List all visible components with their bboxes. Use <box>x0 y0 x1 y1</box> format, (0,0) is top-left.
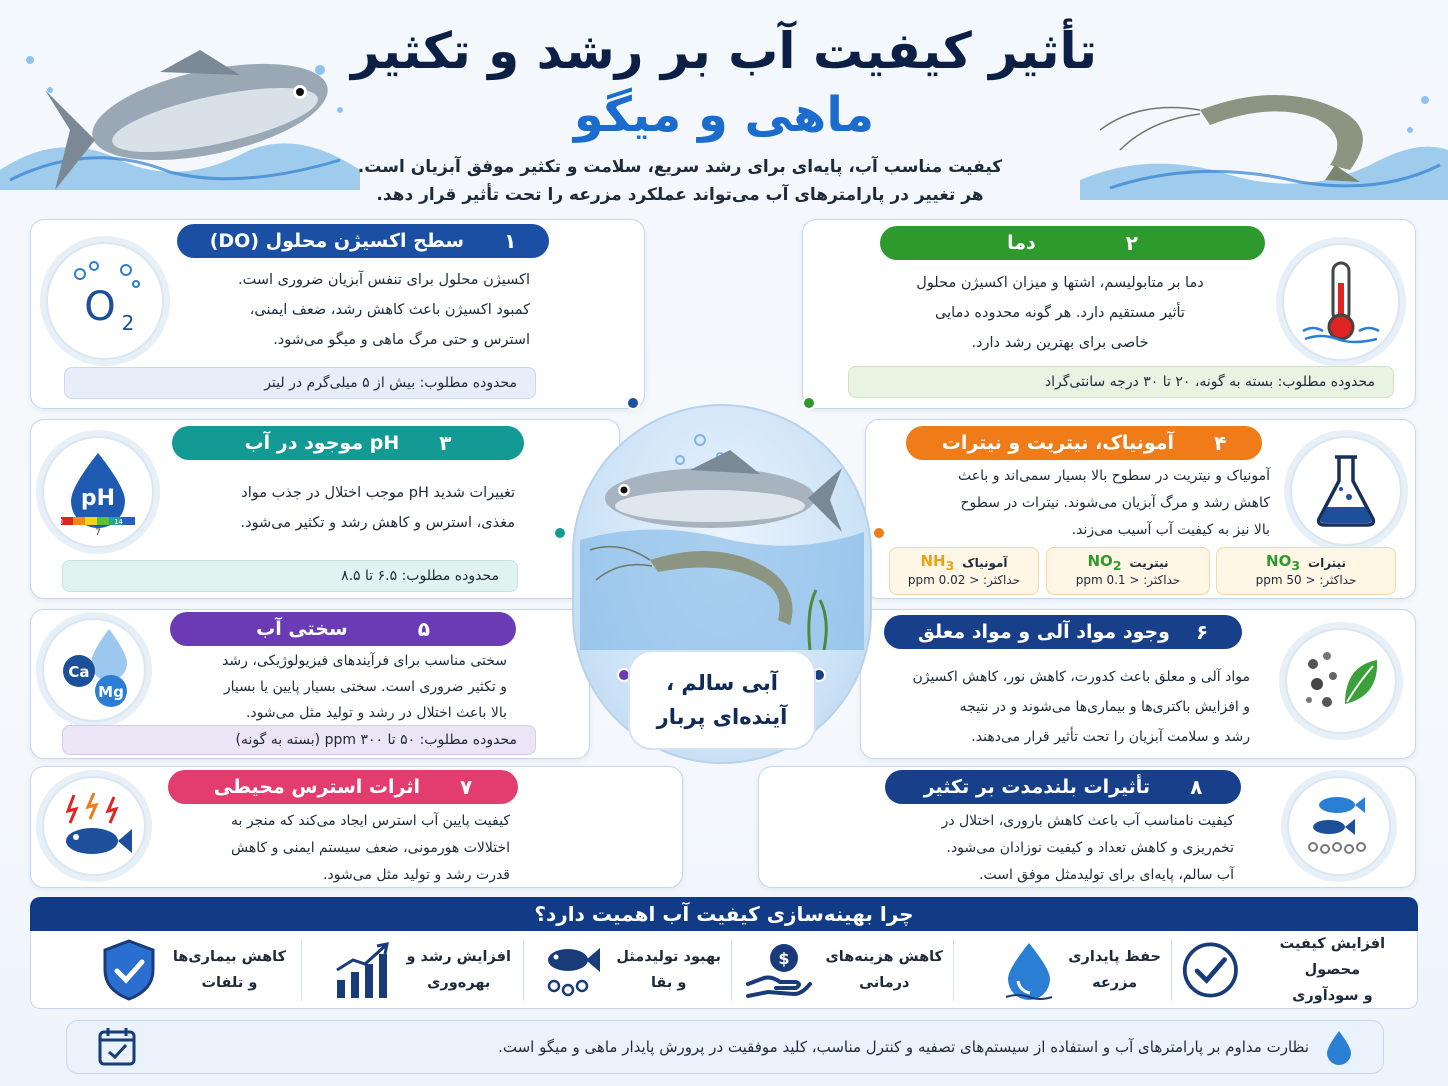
card-4-line-1: آمونیاک و نیتریت در سطوح بالا بسیار سمی‌اند و باعث <box>958 468 1270 484</box>
benefit-4-line-2: بهره‌وری <box>427 975 491 991</box>
card-6-line-1: مواد آلی و معلق باعث کدورت، کاهش نور، کاهش اکسیژن <box>912 669 1250 685</box>
card-1-number: ۱ <box>504 229 517 253</box>
benefit-5-line-1: کاهش بیماری‌ها <box>172 949 286 965</box>
card-6-title: وجود مواد آلی و مواد معلق <box>917 621 1170 643</box>
card-1-range-text: محدوده مطلوب: بیش از ۵ میلی‌گرم در لیتر <box>264 375 517 391</box>
ph-symbol: pH <box>80 486 116 511</box>
card-2-line-1: دما بر متابولیسم، اشتها و میزان اکسیژن محلول <box>916 275 1204 291</box>
ca-symbol: Ca <box>68 663 90 681</box>
page-title: تأثیر کیفیت آب بر رشد و تکثیر <box>350 22 1098 80</box>
card-1-title-pill <box>177 224 549 258</box>
nitrite-formula <box>1088 552 1122 573</box>
card-5-title: سختی آب <box>256 618 348 640</box>
card-3-range-text: محدوده مطلوب: ۶.۵ تا ۸.۵ <box>341 568 499 584</box>
footer-note <box>66 1020 1384 1074</box>
benefit-farm-sustainability <box>976 931 1161 1009</box>
benefit-product-quality <box>1181 931 1411 1009</box>
card-4-body <box>900 463 1270 544</box>
nitrate-formula-base: NO <box>1266 552 1292 570</box>
fish-reproduction-icon <box>1287 776 1391 876</box>
benefit-separator <box>953 939 954 1001</box>
card-4-line-3: بالا نیز به کیفیت آب آسیب می‌زند. <box>1071 522 1270 538</box>
fish-eggs-icon <box>540 940 602 1000</box>
card-1-line-1: اکسیژن محلول برای تنفس آبزیان ضروری است. <box>237 272 530 288</box>
benefit-3-line-1: بهبود تولیدمثل <box>616 949 721 965</box>
card-5-range-text: محدوده مطلوب: ۵۰ تا ۳۰۰ ppm (بسته به گونه) <box>235 732 517 748</box>
benefit-3-text <box>616 944 721 996</box>
ph-max-label: 14 <box>114 518 123 526</box>
card-4-number: ۴ <box>1214 431 1227 455</box>
card-6-body <box>880 662 1250 752</box>
calcium-magnesium-icon <box>42 618 146 722</box>
footer-text: نظارت مداوم بر پارامترهای آب و استفاده از سیستم‌های تصفیه و کنترل مناسب، کلید موفقیت در پرورش پایدار ماهی و میگو است. <box>498 1038 1309 1056</box>
card-1-body <box>180 265 530 355</box>
card-3-line-1: تغییرات شدید pH موجب اختلال در جذب مواد <box>241 485 515 501</box>
ph-mid-label: 7 <box>95 528 101 537</box>
benefit-2-text <box>826 944 944 996</box>
water-drop-icon <box>1004 939 1054 1001</box>
card-7-number: ۷ <box>460 775 473 799</box>
card-3-number: ۳ <box>439 431 452 455</box>
ca-mg-glyph <box>49 625 139 715</box>
intro-line-2: هر تغییر در پارامترهای آب می‌تواند عملکرد مزرعه را تحت تأثیر قرار دهد. <box>376 185 984 205</box>
benefit-4-text <box>407 944 512 996</box>
benefit-1-line-2: مزرعه <box>1092 975 1138 991</box>
card-4-title: آمونیاک، نیتریت و نیترات <box>941 432 1175 454</box>
card-1-title: سطح اکسیژن محلول (DO) <box>209 230 465 252</box>
center-slogan <box>628 650 816 750</box>
intro-line-1: کیفیت مناسب آب، پایه‌ای برای رشد سریع، سلامت و تکثیر موفق آبزیان است. <box>357 157 1003 177</box>
thermometer-icon <box>1282 243 1400 361</box>
benefit-0-line-2: و سودآوری <box>1292 988 1373 1004</box>
benefit-reproduction <box>536 931 721 1009</box>
benefit-separator <box>301 939 302 1001</box>
benefit-4-line-1: افزایش رشد و <box>406 949 511 965</box>
card-7-title: اثرات استرس محیطی <box>213 776 421 798</box>
benefit-separator <box>523 939 524 1001</box>
ammonia-formula-base: NH <box>920 552 946 570</box>
stressed-fish-icon <box>42 776 146 876</box>
card-8-title: تأثیرات بلندمدت بر تکثیر <box>923 776 1151 798</box>
card-6-number: ۶ <box>1195 620 1209 644</box>
benefit-1-line-1: حفظ پایداری <box>1068 949 1161 965</box>
benefits-panel <box>30 931 1418 1009</box>
card-7-line-3: قدرت رشد و تولید مثل می‌شود. <box>323 867 510 883</box>
card-2-range-text: محدوده مطلوب: بسته به گونه، ۲۰ تا ۳۰ درجه سانتی‌گراد <box>1044 374 1375 390</box>
card-8-line-3: آب سالم، پایه‌ای برای تولیدمثل موفق است. <box>979 867 1234 883</box>
card-1-line-3: استرس و حتی مرگ ماهی و میگو می‌شود. <box>273 332 530 348</box>
benefit-growth-productivity <box>316 931 511 1009</box>
card-7-line-1: کیفیت پایین آب استرس ایجاد می‌کند که منجر به <box>230 813 510 829</box>
center-slogan-line-2: آینده‌ای پربار <box>656 705 788 729</box>
benefit-2-line-1: کاهش هزینه‌های <box>825 949 943 965</box>
card-4-line-2: کاهش رشد و مرگ آبزیان می‌شوند. نیترات در سطوح <box>960 495 1270 511</box>
nitrate-label: نیترات <box>1308 555 1346 570</box>
nitrate-formula-sub: 3 <box>1291 558 1301 573</box>
particles-leaf-glyph <box>1301 646 1381 716</box>
nitrite-box <box>1046 547 1210 595</box>
ammonia-formula <box>920 552 954 573</box>
benefit-0-line-1: افزایش کیفیت محصول <box>1279 936 1386 978</box>
page-subtitle: ماهی و میگو <box>573 87 875 143</box>
nitrite-limit: حداکثر: < 0.1 ppm <box>1075 573 1181 587</box>
card-4-title-pill <box>906 426 1262 460</box>
card-8-line-1: کیفیت نامناسب آب باعث کاهش باروری، اختلال در <box>941 813 1234 829</box>
calendar-check-icon <box>97 1026 137 1068</box>
ph-glyph <box>53 447 143 537</box>
organic-particles-icon <box>1285 628 1397 734</box>
benefit-separator <box>1171 939 1172 1001</box>
card-2-title-pill <box>880 226 1265 260</box>
benefit-separator <box>731 939 732 1001</box>
oxygen-icon <box>46 242 164 360</box>
card-8-body <box>884 808 1234 889</box>
svg-text:$: $ <box>777 949 790 968</box>
card-2-range <box>848 366 1394 398</box>
card-2-title: دما <box>1007 232 1036 254</box>
nitrite-label: نیتریت <box>1129 555 1169 570</box>
benefit-2-line-2: درمانی <box>859 975 910 991</box>
card-2-number: ۲ <box>1125 231 1138 255</box>
connector-dot-1 <box>626 396 640 410</box>
stressed-fish-glyph <box>54 791 134 861</box>
flask-icon <box>1290 436 1402 546</box>
card-3-range <box>62 560 518 592</box>
benefit-3-line-2: و بقا <box>650 975 687 991</box>
intro-text <box>330 153 1030 209</box>
center-slogan-line-1: آبی سالم ، <box>666 671 778 695</box>
nitrate-formula <box>1266 552 1300 573</box>
benefit-5-text <box>173 944 286 996</box>
card-1-line-2: کمبود اکسیژن باعث کاهش رشد، ضعف ایمنی، <box>249 302 530 318</box>
card-2-body <box>880 268 1240 358</box>
card-3-title-pill <box>172 426 524 460</box>
benefit-treatment-cost <box>743 931 943 1009</box>
card-3-title: pH موجود در آب <box>244 432 400 454</box>
card-5-body <box>162 648 507 726</box>
ammonia-limit: حداکثر: < 0.02 ppm <box>907 573 1021 587</box>
o2-subscript: 2 <box>121 311 135 335</box>
card-5-line-2: و تکثیر ضروری است. سختی بسیار پایین یا بسیار <box>223 679 507 695</box>
card-7-title-pill <box>168 770 518 804</box>
nitrite-formula-sub: 2 <box>1112 558 1122 573</box>
benefit-0-text <box>1254 931 1411 1009</box>
water-drop-icon <box>1325 1029 1353 1065</box>
ph-icon <box>42 436 154 548</box>
card-5-title-pill <box>170 612 516 646</box>
card-8-title-pill <box>885 770 1241 804</box>
card-5-line-1: سختی مناسب برای فرآیندهای فیزیولوژیکی، رشد <box>222 653 507 669</box>
fish-eggs-glyph <box>1299 791 1379 861</box>
oxygen-glyph <box>60 256 150 346</box>
ammonia-box <box>889 547 1039 595</box>
nitrite-formula-base: NO <box>1087 552 1113 570</box>
shield-check-icon <box>99 938 159 1002</box>
ammonia-formula-sub: 3 <box>945 558 955 573</box>
benefit-1-text <box>1068 944 1161 996</box>
o2-symbol: O <box>84 284 116 330</box>
card-6-line-2: و افزایش باکتری‌ها و بیماری‌ها می‌شوند و در نتیجه <box>959 699 1250 715</box>
money-hand-icon <box>746 940 812 1000</box>
card-6-title-pill <box>884 615 1242 649</box>
check-circle-icon <box>1181 939 1240 1001</box>
card-8-number: ۸ <box>1190 775 1203 799</box>
benefit-disease-reduction <box>76 931 286 1009</box>
connector-dot-2 <box>802 396 816 410</box>
ph-min-label: 0 <box>58 518 63 526</box>
ammonia-label: آمونیاک <box>962 555 1008 570</box>
mg-symbol: Mg <box>98 683 124 701</box>
why-banner <box>30 897 1418 931</box>
nitrate-limit: حداکثر: < 50 ppm <box>1255 573 1357 587</box>
card-5-number: ۵ <box>417 617 430 641</box>
card-2-line-2: تأثیر مستقیم دارد. هر گونه محدوده دمایی <box>935 305 1185 321</box>
growth-chart-icon <box>333 940 393 1000</box>
connector-dot-4 <box>872 526 886 540</box>
benefit-5-line-2: و تلفات <box>201 975 258 991</box>
flask-glyph <box>1311 451 1381 531</box>
card-3-line-2: مغذی، استرس و کاهش رشد و تکثیر می‌شود. <box>240 515 515 531</box>
connector-dot-3 <box>553 526 567 540</box>
thermometer-glyph <box>1301 257 1381 347</box>
card-7-body <box>160 808 510 889</box>
card-1-range <box>64 367 536 399</box>
fish-and-shrimp-illustration <box>580 420 864 650</box>
card-3-body <box>175 478 515 538</box>
why-title: چرا بهینه‌سازی کیفیت آب اهمیت دارد؟ <box>534 902 914 926</box>
card-5-range <box>62 725 536 755</box>
card-8-line-2: تخم‌ریزی و کاهش تعداد و کیفیت نوزادان می‌شود. <box>946 840 1234 856</box>
card-7-line-2: اختلالات هورمونی، ضعف سیستم ایمنی و کاهش <box>231 840 510 856</box>
card-5-line-3: بالا باعث اختلال در رشد و تولید مثل می‌شود. <box>245 705 507 721</box>
nitrate-box <box>1216 547 1396 595</box>
card-6-line-3: رشد و سلامت آبزیان را تحت تأثیر قرار می‌دهند. <box>971 729 1250 745</box>
card-2-line-3: خاصی برای بهترین رشد دارد. <box>971 335 1149 351</box>
